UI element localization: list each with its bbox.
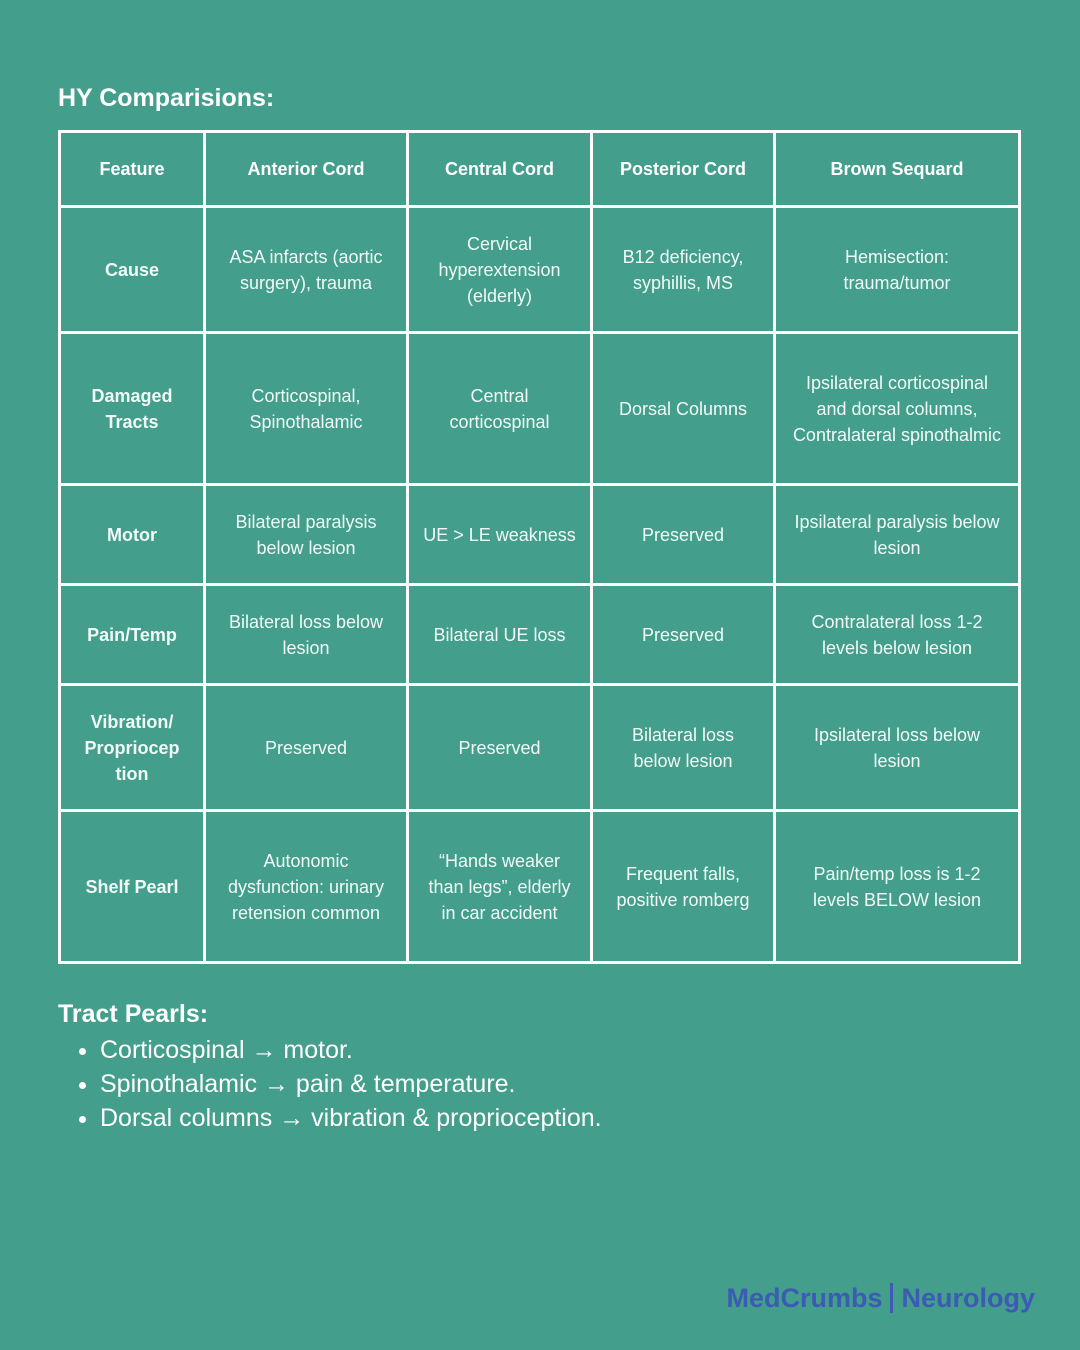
table-header-row xyxy=(60,132,1020,207)
table-cell: Ipsilateral paralysis below lesion xyxy=(775,485,1020,585)
row-feature: Motor xyxy=(60,485,205,585)
table-cell: Hemisection: trauma/tumor xyxy=(775,207,1020,333)
column-header: Anterior Cord xyxy=(205,132,408,207)
table-row xyxy=(60,333,1020,485)
table-row xyxy=(60,585,1020,685)
column-header: Feature xyxy=(60,132,205,207)
row-feature: Vibration/ Propriocep tion xyxy=(60,685,205,811)
table-row xyxy=(60,811,1020,963)
brand-name: MedCrumbs xyxy=(726,1283,883,1313)
table-cell: Autonomic dysfunction: urinary retension common xyxy=(205,811,408,963)
table-cell: Corticospinal, Spinothalamic xyxy=(205,333,408,485)
list-item: • Corticospinal → motor. xyxy=(100,1033,602,1067)
table-row xyxy=(60,207,1020,333)
table-cell: B12 deficiency, syphillis, MS xyxy=(592,207,775,333)
list-item: • Spinothalamic → pain & temperature. xyxy=(100,1067,602,1101)
table-cell: Dorsal Columns xyxy=(592,333,775,485)
pearls-title: Tract Pearls: xyxy=(58,1000,209,1028)
list-item: • Dorsal columns → vibration & proprioception. xyxy=(100,1101,602,1135)
table-cell: “Hands weaker than legs”, elderly in car accident xyxy=(408,811,592,963)
table-cell: Preserved xyxy=(592,585,775,685)
table-cell: ASA infarcts (aortic surgery), trauma xyxy=(205,207,408,333)
table-cell: Ipsilateral loss below lesion xyxy=(775,685,1020,811)
pearls-list xyxy=(58,1033,602,1135)
table-cell: Preserved xyxy=(205,685,408,811)
row-feature: Shelf Pearl xyxy=(60,811,205,963)
brand-divider xyxy=(890,1283,893,1313)
table-cell: Bilateral UE loss xyxy=(408,585,592,685)
row-feature: Cause xyxy=(60,207,205,333)
table-cell: UE > LE weakness xyxy=(408,485,592,585)
table-cell: Bilateral paralysis below lesion xyxy=(205,485,408,585)
page-title: HY Comparisions: xyxy=(58,84,275,112)
column-header: Central Cord xyxy=(408,132,592,207)
table-cell: Frequent falls, positive romberg xyxy=(592,811,775,963)
table-cell: Cervical hyperextension (elderly) xyxy=(408,207,592,333)
table-cell: Preserved xyxy=(592,485,775,585)
comparison-table xyxy=(58,130,1021,964)
table-cell: Contralateral loss 1-2 levels below lesion xyxy=(775,585,1020,685)
table-cell: Preserved xyxy=(408,685,592,811)
brand-logo xyxy=(726,1283,1035,1314)
table-cell: Bilateral loss below lesion xyxy=(205,585,408,685)
table-row xyxy=(60,685,1020,811)
table-cell: Ipsilateral corticospinal and dorsal columns, Contralateral spinothalmic xyxy=(775,333,1020,485)
table-cell: Bilateral loss below lesion xyxy=(592,685,775,811)
column-header: Posterior Cord xyxy=(592,132,775,207)
brand-section: Neurology xyxy=(901,1283,1035,1313)
row-feature: Damaged Tracts xyxy=(60,333,205,485)
table-cell: Pain/temp loss is 1-2 levels BELOW lesion xyxy=(775,811,1020,963)
column-header: Brown Sequard xyxy=(775,132,1020,207)
row-feature: Pain/Temp xyxy=(60,585,205,685)
table-row xyxy=(60,485,1020,585)
table-cell: Central corticospinal xyxy=(408,333,592,485)
tract-pearls xyxy=(58,1000,602,1135)
